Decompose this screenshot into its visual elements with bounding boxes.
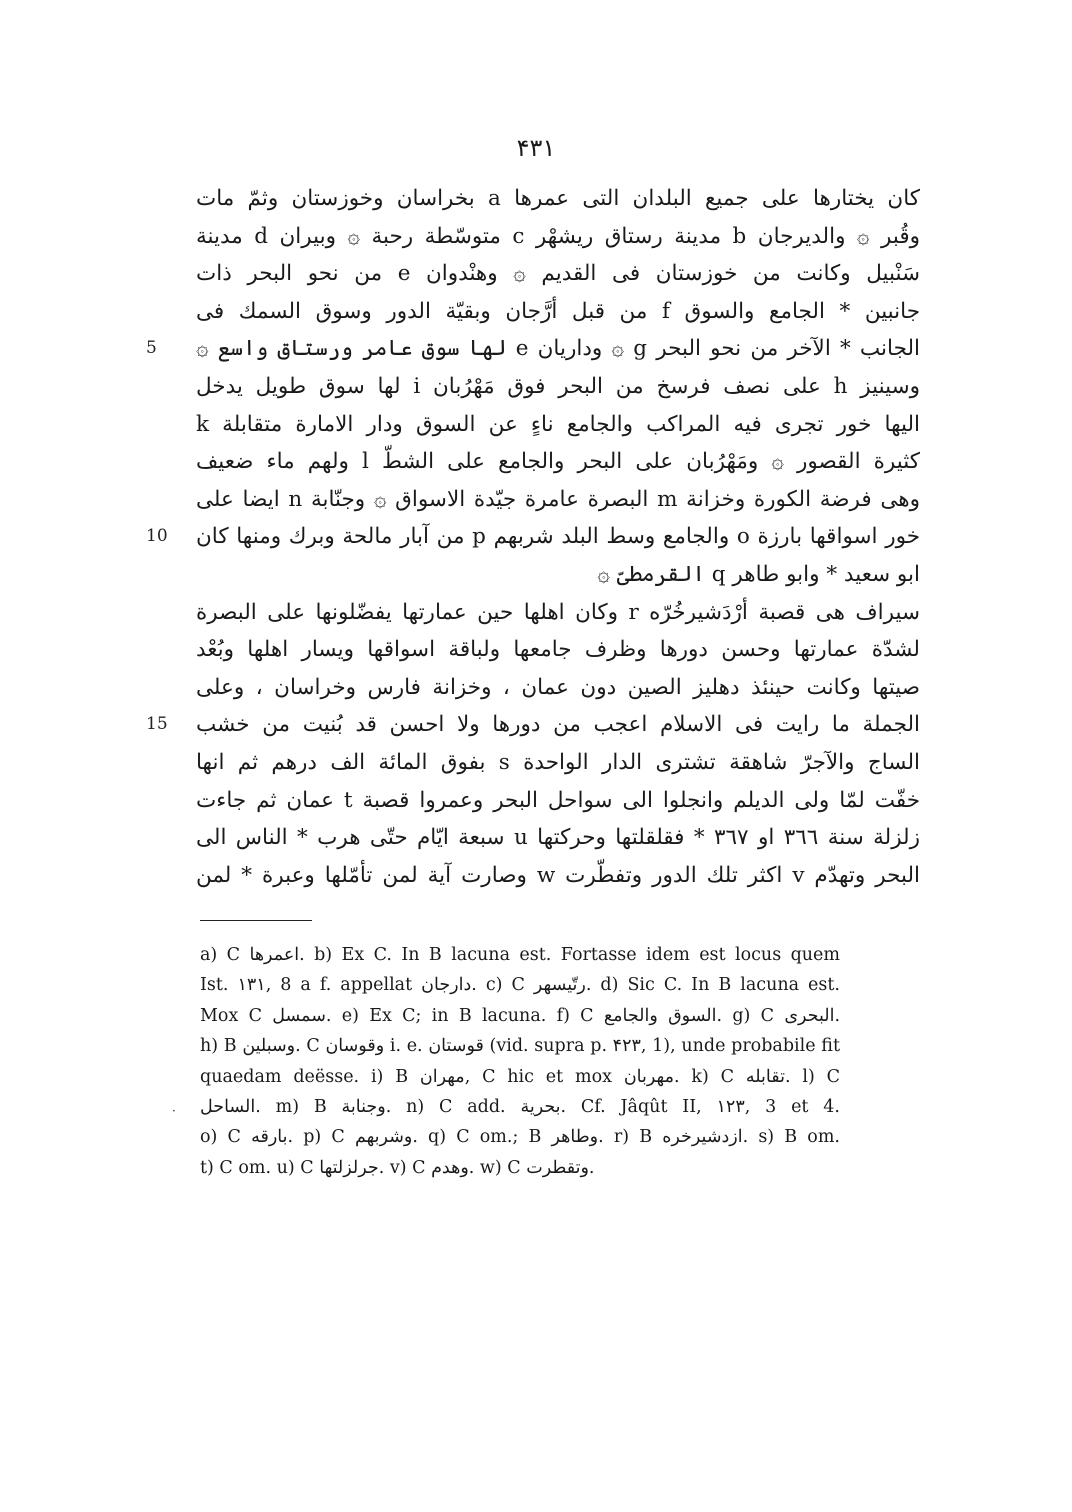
footnotes <box>200 940 840 1183</box>
text-line: البحر وتهدّم v اكثر تلك الدور وتفطّرت w وصارت آية لمن تأمّلها وعبرة * لمن <box>196 862 920 888</box>
main-text <box>146 180 921 894</box>
page-number: ۴۳۱ <box>516 134 556 162</box>
footnote-line: h) B وسبلين. C وقوسان i. e. قوستان (vid. supra p. ۴۲۳, 1), unde probabile fit <box>200 1036 840 1057</box>
text-line: الساج والآجرّ شاهقة تشترى الدار الواحدة s بفوق المائة الف درهم ثم انها <box>196 749 921 775</box>
text-line: الجملة ما رايت فى الاسلام اعجب من دورها ولا احسن قد بُنيت من خشب 15 <box>196 706 920 744</box>
footnote-rule <box>200 920 312 921</box>
text-line: كان يختارها على جميع البلدان التى عمرها a بخراسان وخوزستان وثمّ مات <box>196 186 920 211</box>
line-number: 5 <box>146 338 157 359</box>
text-line: لشدّة عمارتها وحسن دورها وظرف جامعها ولباقة اسواقها ويسار اهلها وبُعْد <box>196 637 920 663</box>
text-line: كثيرة القصور ۞ ومَهْرُبان على البحر والجامع على الشطّ l ولهم ماء ضعيف <box>196 449 920 475</box>
text-line: خور اسواقها بارزة o والجامع وسط البلد شربهم p من آبار مالحة وبرك ومنها كان 10 <box>196 518 920 556</box>
footnote-line: Mox C سمسل. e) Ex C; in B lacuna. f) C السوق والجامع. g) C البحرى. <box>200 1005 841 1026</box>
text-line: خفّت لمّا ولى الديلم وانجلوا الى سواحل البحر وعمروا قصبة t عمان ثم جاءت <box>196 787 920 813</box>
text-line: سيراف هى قصبة أرْدَشيرخُرّه r وكان اهلها حين عمارتها يفضّلونها على البصرة <box>196 599 921 625</box>
footnote-line: الساحل. m) B وجنابة. n) C add. بحرية. Cf. Jâqût II, ١٢٣, 3 et 4. <box>200 1096 840 1117</box>
text-line: اليها خور تجرى فيه المراكب والجامع ناءٍ عن السوق ودار الامارة متقابلة k <box>196 411 920 437</box>
footnote-line: t) C om. u) C جرلزلتها. v) C وهدم. w) C وتقطرت. <box>200 1157 595 1178</box>
text-line: ابو سعيد * وابو طاهر q القرمطىّ ۞ <box>597 561 920 587</box>
line-number: 10 <box>146 526 168 547</box>
text-line: سَنْبيل وكانت من خوزستان فى القديم ۞ وهنْدوان e من نحو البحر ذات <box>196 261 920 287</box>
margin-mark: · <box>172 1104 176 1118</box>
text-line: صيتها وكانت حينئذ دهليز الصين دون عمان ، وخزانة فارس وخراسان ، وعلى <box>196 674 920 700</box>
line-number: 15 <box>146 714 168 735</box>
text-line: وسينيز h على نصف فرسخ من البحر فوق مَهْرُبان i لها سوق طويل يدخل <box>196 373 920 399</box>
text-line: الجانب * الآخر من نحو البحر g ۞ وداريان e لها سوق عامر ورستاق واسع ۞ 5 <box>196 330 920 368</box>
text-line: زلزلة سنة ٣٦٦ او ٣٦٧ * فقلقلتها وحركتها u سبعة ايّام حتّى هرب * الناس الى <box>196 825 920 851</box>
footnote-line: a) C اعمرها. b) Ex C. In B lacuna est. Fortasse idem est locus quem <box>200 945 841 965</box>
text-line: وهى فرضة الكورة وخزانة m البصرة عامرة جيّدة الاسواق ۞ وجنّابة n ايضا على <box>196 486 920 512</box>
footnote-line: Ist. ١٣١, 8 a f. appellat دارجان. c) C رتّيسهر. d) Sic C. In B lacuna est. <box>200 975 840 996</box>
text-line: وقُبر ۞ والديرجان b مدينة رستاق ريشهْر c متوسّطة رحبة ۞ وبيران d مدينة <box>196 223 920 249</box>
footnote-line: o) C بارقه. p) C وشربهم. q) C om.; B وطاهر. r) B ازدشيرخره. s) B om. <box>200 1127 840 1148</box>
text-line: جانبين * الجامع والسوق f من قبل أرَّجان وبقيّة الدور وسوق السمك فى <box>196 298 921 324</box>
footnote-line: quaedam deësse. i) B مهران, C hic et mox مهربان. k) C تقابله. l) C <box>200 1066 840 1087</box>
